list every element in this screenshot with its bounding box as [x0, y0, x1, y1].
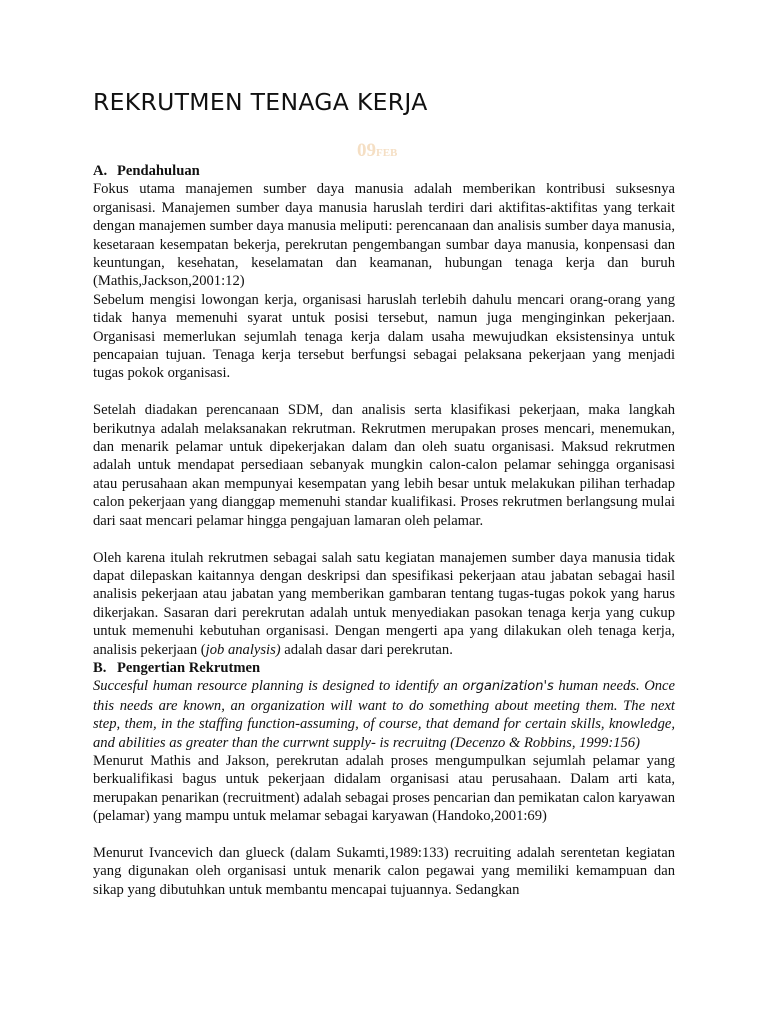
section-b-title: Pengertian Rekrutmen	[117, 659, 261, 676]
section-a-title: Pendahuluan	[117, 163, 200, 179]
quote-text: human needs. Once this needs are known, an organization will want to do something about meeting them. The next step, them, in the staffing function-assuming, of course, that demand for certain skills, knowledge, and abilities as greater than the currwnt supply- is recruitng (Decenzo & Robbins, 1999:156)	[93, 678, 675, 751]
paragraph: Menurut Mathis and Jakson, perekrutan adalah proses mengumpulkan sejumlah pelamar yang berkualifikasi bagus untuk pekerjaan didalam organisasi atau perusahaan. Dalam arti kata, merupakan penarikan (recruitment) adalah sebagai proses pencarian dan pemikatan calon karyawan (pelamar) yang mampu untuk melamar sebagai karyawan (Handoko,2001:69)	[93, 752, 675, 825]
paragraph: Fokus utama manajemen sumber daya manusia adalah memberikan kontribusi suksesnya organisasi. Manajemen sumber daya manusia haruslah terdiri dari aktifitas-aktifitas yang terkait dengan manajemen sumber daya manusia meliputi: perencanaan dan analisis sumber daya manusia, kesetaraan kesempatan bekerja, perekrutan pengembangan sumbar daya manusia, konpensasi dan keuntungan, kesehatan, keselamatan dan keamanan, hubungan tenaga kerja dan buruh (Mathis,Jackson,2001:12)	[93, 181, 675, 290]
paragraph-text: adalah dasar dari perekrutan.	[280, 641, 453, 658]
quote-text: Succesful human resource planning is designed to identify an	[93, 678, 463, 695]
section-b-heading	[93, 659, 675, 677]
date-stamp	[357, 140, 397, 162]
paragraph-gap	[93, 530, 675, 548]
document-title: REKRUTMEN TENAGA KERJA	[93, 88, 428, 116]
paragraph-text: Oleh karena itulah rekrutmen sebagai salah satu kegiatan manajemen sumber daya manusia tidak dapat dilepaskan kaitannya dengan deskripsi dan spesifikasi pekerjaan atau jabatan sebagai hasil analisis pekerjaan atau jabatan yang memberikan gambaran tentang tugas-tugas pokok yang harus dikerjakan. Sasaran dari perekrutan adalah untuk menyediakan pasokan tenaga kerja yang cukup untuk memenuhi kebutuhan organisasi. Dengan mengerti apa yang dilakukan oleh tenaga kerja, analisis pekerjaan (	[93, 549, 675, 658]
section-b-number: B.	[93, 659, 107, 676]
paragraph	[93, 549, 675, 659]
paragraph-italic-term: job analysis)	[205, 641, 281, 658]
paragraph: Menurut Ivancevich dan glueck (dalam Sukamti,1989:133) recruiting adalah serentetan kegiatan yang digunakan oleh organisasi untuk menarik calon pegawai yang memiliki kemampuan dan sikap yang dibutuhkan untuk membantu mencapai tujuannya. Sedangkan	[93, 844, 675, 898]
date-day: 09	[357, 140, 376, 161]
section-a-heading	[93, 162, 675, 180]
date-month: FEB	[376, 147, 398, 159]
document-body	[93, 162, 675, 899]
paragraph-gap	[93, 383, 675, 401]
quote-word: organization's	[462, 679, 554, 695]
paragraph: Setelah diadakan perencanaan SDM, dan analisis serta klasifikasi pekerjaan, maka langkah berikutnya adalah melaksanakan rekrutman. Rekrutmen merupakan proses mencari, menemukan, dan menarik pelamar untuk dipekerjakan dalam dan oleh suatu organisasi. Maksud rekrutmen adalah untuk mendapat persediaan sebanyak mungkin calon-calon pelamar sehingga organisasi atau perusahaan akan mempunyai kesempatan yang lebih besar untuk melakukan pilihan terhadap calon pekerjaan yang dianggap memenuhi standar kualifikasi. Proses rekrutmen berlangsung mulai dari saat mencari pelamar hingga pengajuan lamaran oleh pelamar.	[93, 402, 675, 529]
paragraph: Sebelum mengisi lowongan kerja, organisasi haruslah terlebih dahulu mencari orang-orang yang tidak hanya memenuhi syarat untuk posisi tersebut, namun juga menginginkan pekerjaan. Organisasi memerlukan sejumlah tenaga kerja dalam usaha mewujudkan eksistensinya untuk pencapaian tujuan. Tenaga kerja tersebut berfungsi sebagai pelaksana pekerjaan yang menjadi tugas pokok organisasi.	[93, 291, 675, 382]
paragraph-gap	[93, 826, 675, 844]
section-a-number: A.	[93, 163, 108, 179]
english-quote	[93, 677, 675, 752]
